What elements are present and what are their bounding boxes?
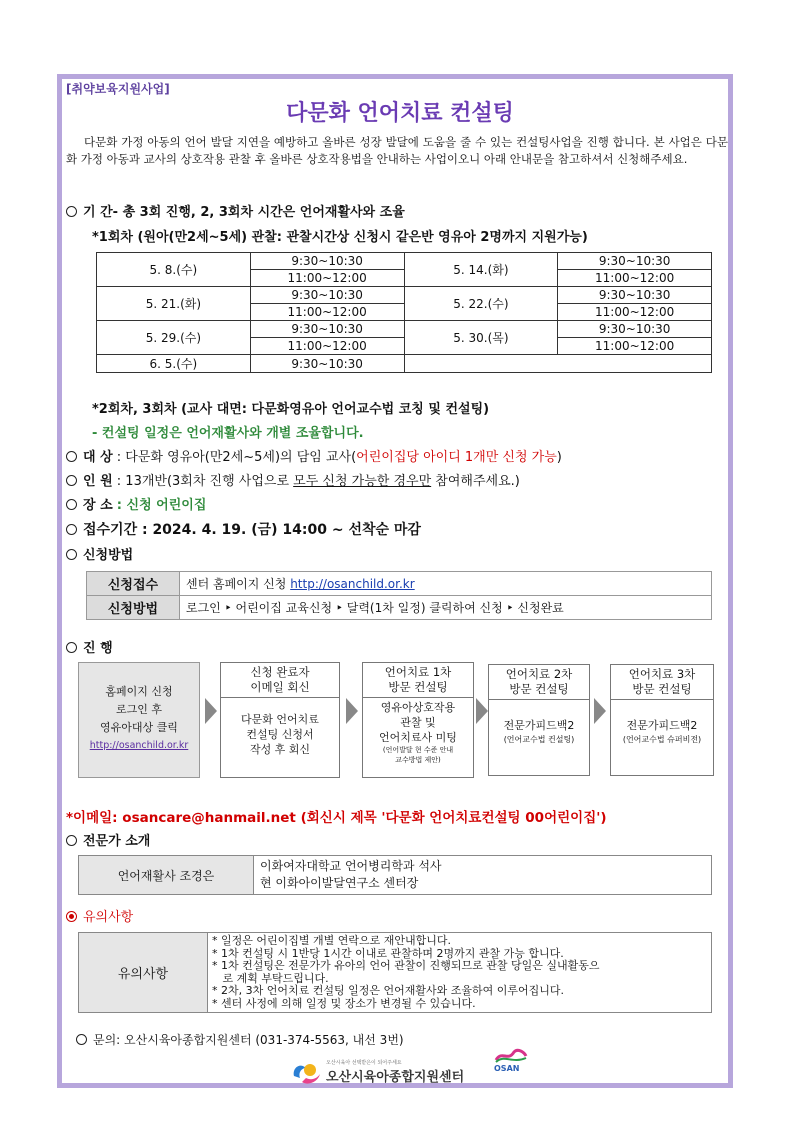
step2-body-line: 컨설팅 신청서	[246, 728, 314, 741]
schedule-empty	[404, 355, 712, 373]
step3-small-line: (언어발달 현 수준 안내	[382, 746, 454, 754]
arrow-right-icon	[346, 698, 358, 724]
expert-name: 언어재활사 조경은	[79, 856, 254, 895]
method-row-head: 신청접수	[87, 572, 180, 596]
logo-subtext: 오산시육아 선택받은이 되어주세요	[326, 1060, 402, 1066]
contact-row	[76, 1031, 404, 1048]
capacity-underline: 모두 신청 가능한 경우만	[293, 474, 432, 489]
schedule-date: 6. 5.(수)	[97, 355, 251, 373]
expert-career-line: 현 이화아이발달연구소 센터장	[260, 876, 419, 890]
method-title: 신청방법	[83, 548, 134, 563]
capacity-label: 인 원	[83, 474, 113, 489]
period-text: - 총 3회 진행, 2, 3회차 시간은 언어재활사와 조율	[112, 205, 405, 220]
step5-small: (언어교수법 슈퍼비전)	[622, 735, 702, 744]
circle-bullet-icon	[66, 451, 77, 462]
arrow-right-icon	[205, 698, 217, 724]
deadline-text: 접수기간 : 2024. 4. 19. (금) 14:00 ~ 선착순 마감	[83, 522, 421, 538]
capacity-end: 참여해주세요.)	[431, 474, 520, 489]
contact-text: 문의: 오산시육아종합지원센터 (031-374-5563, 내선 3번)	[93, 1033, 404, 1047]
schedule-date: 5. 29.(수)	[97, 321, 251, 355]
capacity-row	[66, 470, 520, 489]
caution-head: 유의사항	[79, 933, 208, 1013]
table-row	[97, 287, 712, 304]
step2-head-line: 이메일 회신	[250, 680, 310, 694]
email-suffix: (회신시 제목 '다문화 언어치료컨설팅 00어린이집')	[295, 810, 607, 826]
table-row	[87, 596, 712, 620]
schedule-date: 5. 22.(수)	[404, 287, 558, 321]
schedule-time: 9:30~10:30	[558, 287, 712, 304]
step3-body-line: 관찰 및	[400, 716, 436, 729]
step5-head-line: 언어치료 3차	[628, 667, 696, 681]
caution-item: * 2차, 3차 언어치료 컨설팅 일정은 언어재활사와 조율하여 이루어집니다.	[212, 984, 564, 997]
email-address[interactable]: osancare@hanmail.net	[122, 810, 296, 826]
caution-item: 로 계획 부탁드립니다.	[212, 971, 329, 985]
step1-line: 홈페이지 신청	[105, 685, 173, 698]
caution-item: * 센터 사정에 의해 일정 및 장소가 변경될 수 있습니다.	[212, 996, 476, 1010]
program-tag: [취약보육지원사업]	[66, 82, 170, 96]
table-row	[79, 933, 712, 1013]
table-row	[87, 572, 712, 596]
period-row	[66, 201, 405, 220]
target-label: 대 상	[83, 450, 113, 465]
intro-paragraph	[66, 134, 728, 168]
method-row-text: 로그인 ‣ 어린이집 교육신청 ‣ 달력(1차 일정) 클릭하여 신청 ‣ 신청완료	[180, 596, 712, 620]
process-step-2	[220, 662, 340, 778]
step2-body	[221, 698, 339, 757]
target-row	[66, 446, 562, 465]
step2-head-line: 신청 완료자	[250, 665, 310, 679]
osan-city-name: OSAN	[494, 1064, 520, 1073]
radio-bullet-icon	[66, 911, 77, 922]
caution-item: * 1차 컨설팅은 전문가가 유아의 언어 관찰이 진행되므로 관찰 당일은 실내활동으	[212, 959, 600, 972]
osan-city-logo-icon	[494, 1048, 528, 1064]
step2-body-line: 다문화 언어치료	[241, 713, 319, 726]
intro-text: 다문화 가정 아동의 언어 발달 지연을 예방하고 올바른 성장 발달에 도움을 줄 수 있는 컨설팅사업을 진행 합니다. 본 사업은 다문화 가정 아동과 교사의 상호작용 관찰 후 올바른 상호작용법을 안내하는 사업이오니 아래 안내문을 참고하셔서 신청해주세요.	[66, 135, 728, 166]
step4-head-line: 언어치료 2차	[505, 667, 573, 681]
step4-body	[489, 700, 589, 733]
process-title-row	[66, 637, 113, 656]
arrow-right-icon	[476, 698, 488, 724]
circle-bullet-icon	[66, 549, 77, 560]
round23-title: *2회차, 3회차 (교사 대면: 다문화영유아 언어교수법 코칭 및 컨설팅)	[92, 402, 490, 417]
round23-note: - 컨설팅 일정은 언어재활사와 개별 조율합니다.	[92, 426, 364, 441]
step5-head-line: 방문 컨설팅	[632, 682, 692, 696]
deadline-row	[66, 519, 421, 539]
period-label: 기 간	[83, 205, 113, 220]
schedule-time: 11:00~12:00	[250, 304, 404, 321]
schedule-time: 9:30~10:30	[250, 321, 404, 338]
schedule-time: 9:30~10:30	[558, 253, 712, 270]
expert-career-line: 이화여자대학교 언어병리학과 석사	[260, 859, 442, 873]
step2-head	[221, 663, 339, 698]
step4-head-line: 방문 컨설팅	[509, 682, 569, 696]
center-logo-icon	[290, 1058, 324, 1088]
process-step-5	[610, 664, 714, 776]
target-text: : 다문화 영유아(만2세~5세)의 담임 교사(	[116, 450, 357, 465]
method-row-head: 신청방법	[87, 596, 180, 620]
step3-head-line: 방문 컨설팅	[388, 680, 448, 694]
capacity-text: : 13개반(3회차 진행 사업으로	[116, 474, 294, 489]
circle-bullet-icon	[66, 475, 77, 486]
arrow-right-icon	[594, 698, 606, 724]
step3-small-line: 교수방법 제안)	[395, 756, 441, 764]
step4-small: (언어교수법 컨설팅)	[503, 735, 575, 744]
expert-title: 전문가 소개	[83, 834, 151, 849]
expert-table	[78, 855, 712, 895]
step1-line: 로그인 후	[115, 703, 162, 716]
table-row	[97, 321, 712, 338]
schedule-table	[96, 252, 712, 373]
table-row	[79, 856, 712, 895]
email-prefix: *이메일:	[66, 810, 123, 826]
place-text: : 신청 어린이집	[116, 498, 207, 513]
logo-name: 오산시육아종합지원센터	[326, 1070, 465, 1085]
method-title-row	[66, 544, 133, 563]
caution-title-row	[66, 906, 133, 925]
circle-bullet-icon	[66, 206, 77, 217]
method-table	[86, 571, 712, 620]
process-step-4	[488, 664, 590, 776]
schedule-time: 9:30~10:30	[250, 253, 404, 270]
caution-item: * 1차 컨설팅 시 1반당 1시간 이내로 관찰하며 2명까지 관찰 가능 합니다.	[212, 946, 564, 960]
schedule-time: 9:30~10:30	[558, 321, 712, 338]
schedule-date: 5. 14.(화)	[404, 253, 558, 287]
step2-body-line: 작성 후 회신	[249, 743, 311, 756]
schedule-date: 5. 21.(화)	[97, 287, 251, 321]
step4-body-line: 전문가피드백2	[503, 719, 575, 732]
caution-item: * 일정은 어린이집별 개별 연락으로 재안내합니다.	[212, 934, 451, 947]
schedule-time: 11:00~12:00	[558, 270, 712, 287]
schedule-date: 5. 30.(목)	[404, 321, 558, 355]
process-step-3	[362, 662, 474, 778]
step5-body-line: 전문가피드백2	[626, 719, 698, 732]
place-row	[66, 494, 206, 513]
step3-head	[363, 663, 473, 698]
step3-body-line: 언어치료사 미팅	[379, 731, 457, 744]
page-title: 다문화 언어치료 컨설팅	[286, 101, 514, 126]
place-label: 장 소	[83, 498, 113, 513]
schedule-time: 11:00~12:00	[250, 338, 404, 355]
method-row-text: 센터 홈페이지 신청	[186, 577, 291, 591]
caution-list	[208, 933, 712, 1013]
step4-head	[489, 665, 589, 700]
step3-small	[363, 745, 473, 765]
round1-note: *1회차 (원아(만2세~5세) 관찰: 관찰시간상 신청시 같은반 영유아 2명까지 지원가능)	[92, 230, 588, 245]
step1-line: 영유아대상 클릭	[100, 721, 178, 734]
table-row	[97, 253, 712, 270]
circle-bullet-icon	[66, 499, 77, 510]
step3-head-line: 언어치료 1차	[384, 665, 452, 679]
table-row	[97, 355, 712, 373]
method-row-cell	[180, 572, 712, 596]
circle-bullet-icon	[66, 524, 77, 535]
schedule-time: 9:30~10:30	[250, 287, 404, 304]
step1-link[interactable]: http://osanchild.or.kr	[89, 740, 189, 751]
schedule-time: 11:00~12:00	[558, 338, 712, 355]
homepage-link[interactable]: http://osanchild.or.kr	[290, 577, 415, 591]
circle-bullet-icon	[66, 835, 77, 846]
expert-career	[254, 856, 712, 895]
step5-body	[611, 700, 713, 733]
process-step-1	[78, 662, 200, 778]
schedule-time: 11:00~12:00	[250, 270, 404, 287]
process-title: 진 행	[83, 641, 113, 656]
circle-bullet-icon	[76, 1034, 87, 1045]
expert-title-row	[66, 830, 150, 849]
circle-bullet-icon	[66, 642, 77, 653]
target-limit: 어린이집당 아이디 1개만 신청 가능	[356, 450, 557, 465]
schedule-date: 5. 8.(수)	[97, 253, 251, 287]
schedule-time: 11:00~12:00	[558, 304, 712, 321]
schedule-time: 9:30~10:30	[250, 355, 404, 373]
caution-title: 유의사항	[83, 910, 134, 925]
email-row	[66, 806, 607, 826]
step3-body	[363, 698, 473, 745]
step5-head	[611, 665, 713, 700]
caution-table	[78, 932, 712, 1013]
target-close: )	[556, 450, 562, 465]
step3-body-line: 영유아상호작용	[380, 701, 456, 714]
